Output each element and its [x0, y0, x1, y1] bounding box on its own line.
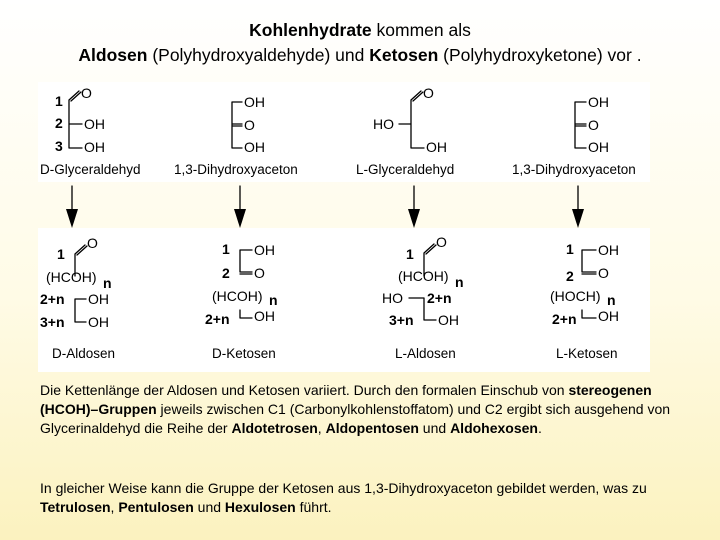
c2n-number: 2+n	[40, 291, 65, 307]
hydroxyl-group: OH	[254, 242, 275, 258]
hoch-group: (HOCH)	[550, 288, 601, 304]
p1-text-5: .	[537, 420, 542, 436]
hcoh-group: (HCOH)	[46, 269, 97, 285]
hydroxyl-group: OH	[88, 314, 109, 330]
label-d-glyceraldehyd: D-Glyceraldehyd	[40, 162, 141, 177]
label-l-glyceraldehyd: L-Glyceraldehyd	[356, 162, 455, 177]
label-d-aldosen: D-Aldosen	[52, 346, 116, 361]
label-d-ketosen: D-Ketosen	[212, 346, 276, 361]
c1-number: 1	[406, 246, 414, 262]
title-kohlenhydrate: Kohlenhydrate	[249, 20, 372, 40]
keto-oxygen: O	[598, 265, 609, 281]
paragraph-ketosen	[40, 479, 690, 517]
p2-text-2: ,	[110, 499, 119, 515]
label-l-aldosen: L-Aldosen	[395, 346, 456, 361]
c3n-number: 3+n	[40, 314, 65, 330]
p1-bold-aldopentosen: Aldopentosen	[325, 420, 419, 436]
c1-number: 1	[566, 241, 574, 257]
keto-oxygen: O	[244, 117, 255, 133]
p1-bold-aldotetrosen: Aldotetrosen	[231, 420, 318, 436]
p1-text-3: ,	[317, 420, 326, 436]
hydroxyl-group: OH	[438, 312, 459, 328]
p2-text-1: In gleicher Weise kann die Gruppe der Ketosen aus 1,3-Dihydroxyaceton gebildet werden, was zu	[40, 480, 647, 496]
label-dihydroxyaceton-2: 1,3-Dihydroxyaceton	[512, 162, 636, 177]
title-ketosen: Ketosen	[369, 45, 439, 65]
title-line1-rest: kommen als	[371, 20, 471, 40]
c3-number: 3	[55, 138, 63, 154]
c1-number: 1	[222, 241, 230, 257]
carbonyl-oxygen: O	[87, 235, 98, 251]
c2-number: 2	[55, 115, 63, 131]
hydroxyl-group: OH	[244, 94, 265, 110]
c2n-number: 2+n	[552, 311, 577, 327]
p2-bold-pentulosen: Pentulosen	[118, 499, 194, 515]
carbonyl-oxygen: O	[436, 234, 447, 250]
p1-bold-stereogenic: stereogenen (HCOH)–Gruppen	[40, 382, 652, 417]
hydroxyl-group: OH	[588, 139, 609, 155]
paragraph-chain-length	[40, 381, 690, 438]
carbonyl-oxygen: O	[423, 85, 434, 101]
hydroxyl-group: OH	[88, 291, 109, 307]
keto-oxygen: O	[588, 117, 599, 133]
p2-text-3: und	[193, 499, 225, 515]
keto-oxygen: O	[254, 265, 265, 281]
p2-bold-hexulosen: Hexulosen	[224, 499, 296, 515]
c2-number: 2	[566, 268, 574, 284]
hydroxyl-group: OH	[426, 139, 447, 155]
c2n-number: 2+n	[427, 290, 452, 306]
label-l-ketosen: L-Ketosen	[556, 346, 618, 361]
carbonyl-oxygen: O	[81, 85, 92, 101]
hydroxyl-group: OH	[588, 94, 609, 110]
c3n-number: 3+n	[389, 312, 414, 328]
p1-text-1: Die Kettenlänge der Aldosen und Ketosen variiert. Durch den formalen Einschub von	[40, 382, 569, 398]
hydroxyl-group-left: HO	[382, 290, 403, 306]
label-dihydroxyaceton-1: 1,3-Dihydroxyaceton	[174, 162, 298, 177]
title-aldosen: Aldosen	[78, 45, 148, 65]
subscript-n: n	[269, 292, 278, 308]
hydroxyl-group: OH	[84, 116, 105, 132]
c1-number: 1	[57, 246, 65, 262]
hydroxyl-group: OH	[598, 242, 619, 258]
p2-text-4: führt.	[295, 499, 332, 515]
hcoh-group: (HCOH)	[398, 268, 449, 284]
subscript-n: n	[103, 275, 112, 291]
title-aldosen-paren: (Polyhydroxyaldehyde) und	[147, 45, 370, 65]
hcoh-group: (HCOH)	[212, 288, 263, 304]
hydroxyl-group: OH	[244, 139, 265, 155]
hydroxyl-group: OH	[598, 308, 619, 324]
p1-text-2: jeweils zwischen C1 (Carbonylkohlenstoffatom) und C2 ergibt sich ausgehend von Glycerinaldehyd die Reihe der	[40, 401, 671, 436]
hydroxyl-group: OH	[254, 308, 275, 324]
c2n-number: 2+n	[205, 311, 230, 327]
subscript-n: n	[455, 274, 464, 290]
subscript-n: n	[607, 292, 616, 308]
p2-bold-tetrulosen: Tetrulosen	[40, 499, 111, 515]
p1-text-4: und	[418, 420, 451, 436]
hydroxyl-group: OH	[84, 139, 105, 155]
c1-number: 1	[55, 93, 63, 109]
hydroxyl-group-left: HO	[373, 116, 394, 132]
title-ketosen-paren: (Polyhydroxyketone) vor .	[438, 45, 642, 65]
p1-bold-aldohexosen: Aldohexosen	[450, 420, 538, 436]
c2-number: 2	[222, 265, 230, 281]
